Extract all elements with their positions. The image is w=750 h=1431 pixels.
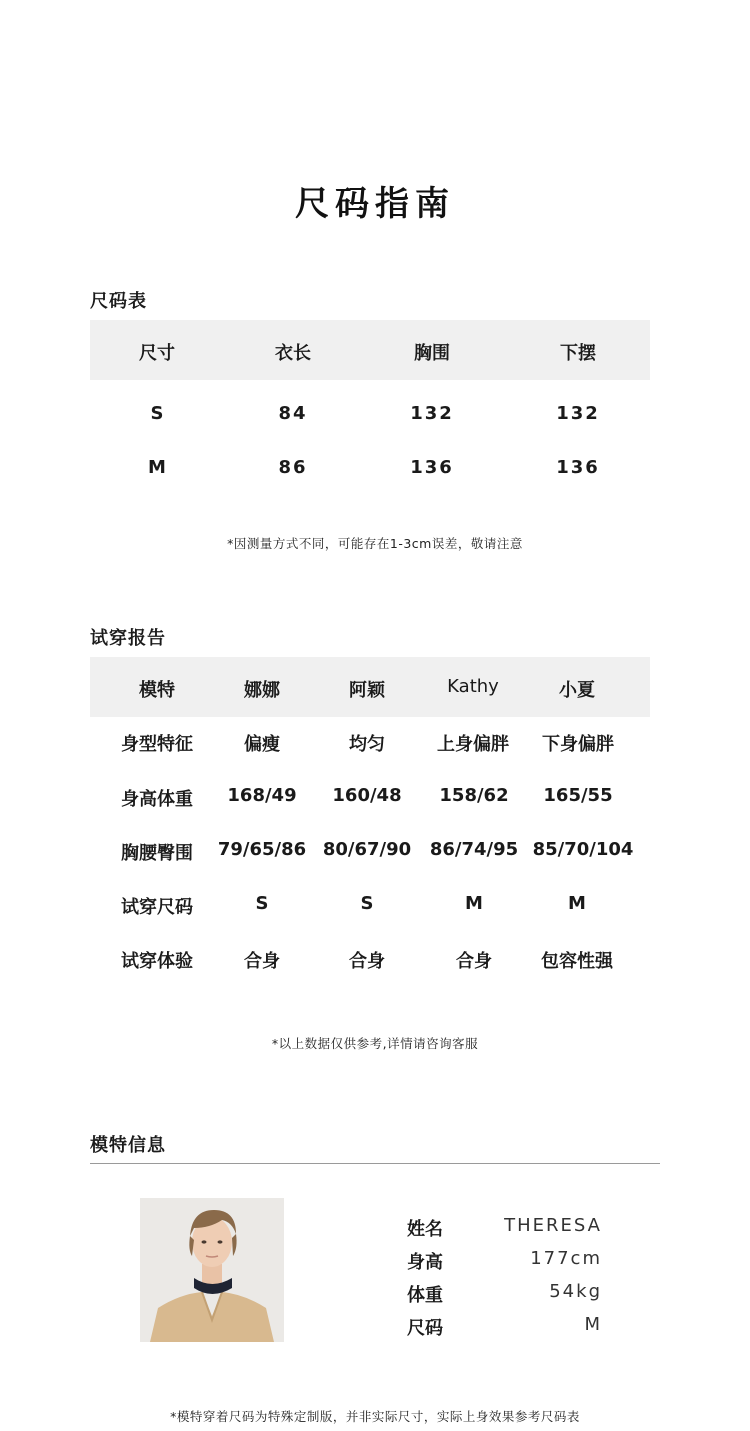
table-row (90, 730, 650, 754)
model-info-note: *模特穿着尺码为特殊定制版，并非实际尺寸，实际上身效果参考尺码表 (170, 1409, 580, 1424)
size-cell: 136 (410, 457, 454, 478)
size-cell: 132 (556, 403, 600, 424)
fit-cell: 均匀 (349, 734, 385, 755)
fit-row-label: 试穿体验 (121, 951, 193, 972)
fit-row-label: 试穿尺码 (121, 897, 193, 918)
fit-report-title: 试穿报告 (90, 628, 166, 649)
fit-cell: 165/55 (543, 785, 613, 806)
model-name-label: 姓名 (407, 1219, 443, 1240)
fit-header-cell: Kathy (447, 676, 499, 697)
model-size-value: M (584, 1314, 602, 1335)
fit-report-header (90, 657, 650, 717)
fit-cell: 80/67/90 (322, 839, 412, 860)
fit-cell: 偏瘦 (244, 734, 280, 755)
table-row (90, 893, 650, 917)
fit-cell: 合身 (244, 951, 280, 972)
fit-cell: 160/48 (332, 785, 402, 806)
model-height-label: 身高 (407, 1252, 443, 1273)
fit-cell: 168/49 (227, 785, 297, 806)
size-cell: 84 (278, 403, 308, 424)
model-weight-label: 体重 (407, 1285, 443, 1306)
table-row (90, 839, 650, 863)
size-header-cell: 下摆 (560, 343, 596, 364)
fit-row-label: 身型特征 (121, 734, 193, 755)
fit-cell: 合身 (456, 951, 492, 972)
fit-cell: 158/62 (439, 785, 509, 806)
model-weight-value: 54kg (549, 1281, 602, 1302)
size-cell: 86 (278, 457, 308, 478)
table-row (90, 785, 650, 809)
fit-report-note: *以上数据仅供参考,详情请咨询客服 (271, 1036, 479, 1051)
model-portrait-icon (140, 1198, 284, 1342)
size-cell: 136 (556, 457, 600, 478)
size-header-cell: 尺寸 (139, 343, 175, 364)
table-row (90, 403, 650, 427)
fit-cell: 79/65/86 (217, 839, 307, 860)
page-title: 尺码指南 (295, 184, 455, 224)
fit-cell: 包容性强 (541, 951, 613, 972)
size-header-cell: 衣长 (275, 343, 311, 364)
fit-cell: 下身偏胖 (542, 734, 614, 755)
model-size-label: 尺码 (407, 1318, 443, 1339)
size-cell: 132 (410, 403, 454, 424)
size-table-title: 尺码表 (90, 291, 147, 312)
fit-row-label: 身高体重 (121, 789, 193, 810)
fit-cell: S (360, 893, 374, 914)
table-row (90, 947, 650, 971)
size-cell: M (148, 457, 166, 478)
fit-cell: 85/70/104 (532, 839, 634, 860)
fit-header-cell: 模特 (139, 680, 175, 701)
fit-row-label: 胸腰臀围 (121, 843, 193, 864)
fit-header-cell: 阿颖 (349, 680, 385, 701)
size-header-cell: 胸围 (414, 343, 450, 364)
model-height-value: 177cm (530, 1248, 602, 1269)
table-row (90, 457, 650, 481)
fit-cell: 上身偏胖 (437, 734, 509, 755)
size-cell: S (150, 403, 164, 424)
section-divider (90, 1163, 660, 1164)
model-info-title: 模特信息 (90, 1135, 166, 1156)
fit-header-cell: 小夏 (559, 680, 595, 701)
fit-cell: M (568, 893, 586, 914)
model-photo (140, 1198, 284, 1342)
fit-cell: S (255, 893, 269, 914)
fit-cell: 86/74/95 (429, 839, 519, 860)
model-name-value: THERESA (504, 1215, 602, 1236)
size-table-note: *因测量方式不同，可能存在1-3cm误差，敬请注意 (227, 536, 523, 551)
fit-cell: M (465, 893, 483, 914)
fit-cell: 合身 (349, 951, 385, 972)
size-table-header (90, 320, 650, 380)
fit-header-cell: 娜娜 (244, 680, 280, 701)
